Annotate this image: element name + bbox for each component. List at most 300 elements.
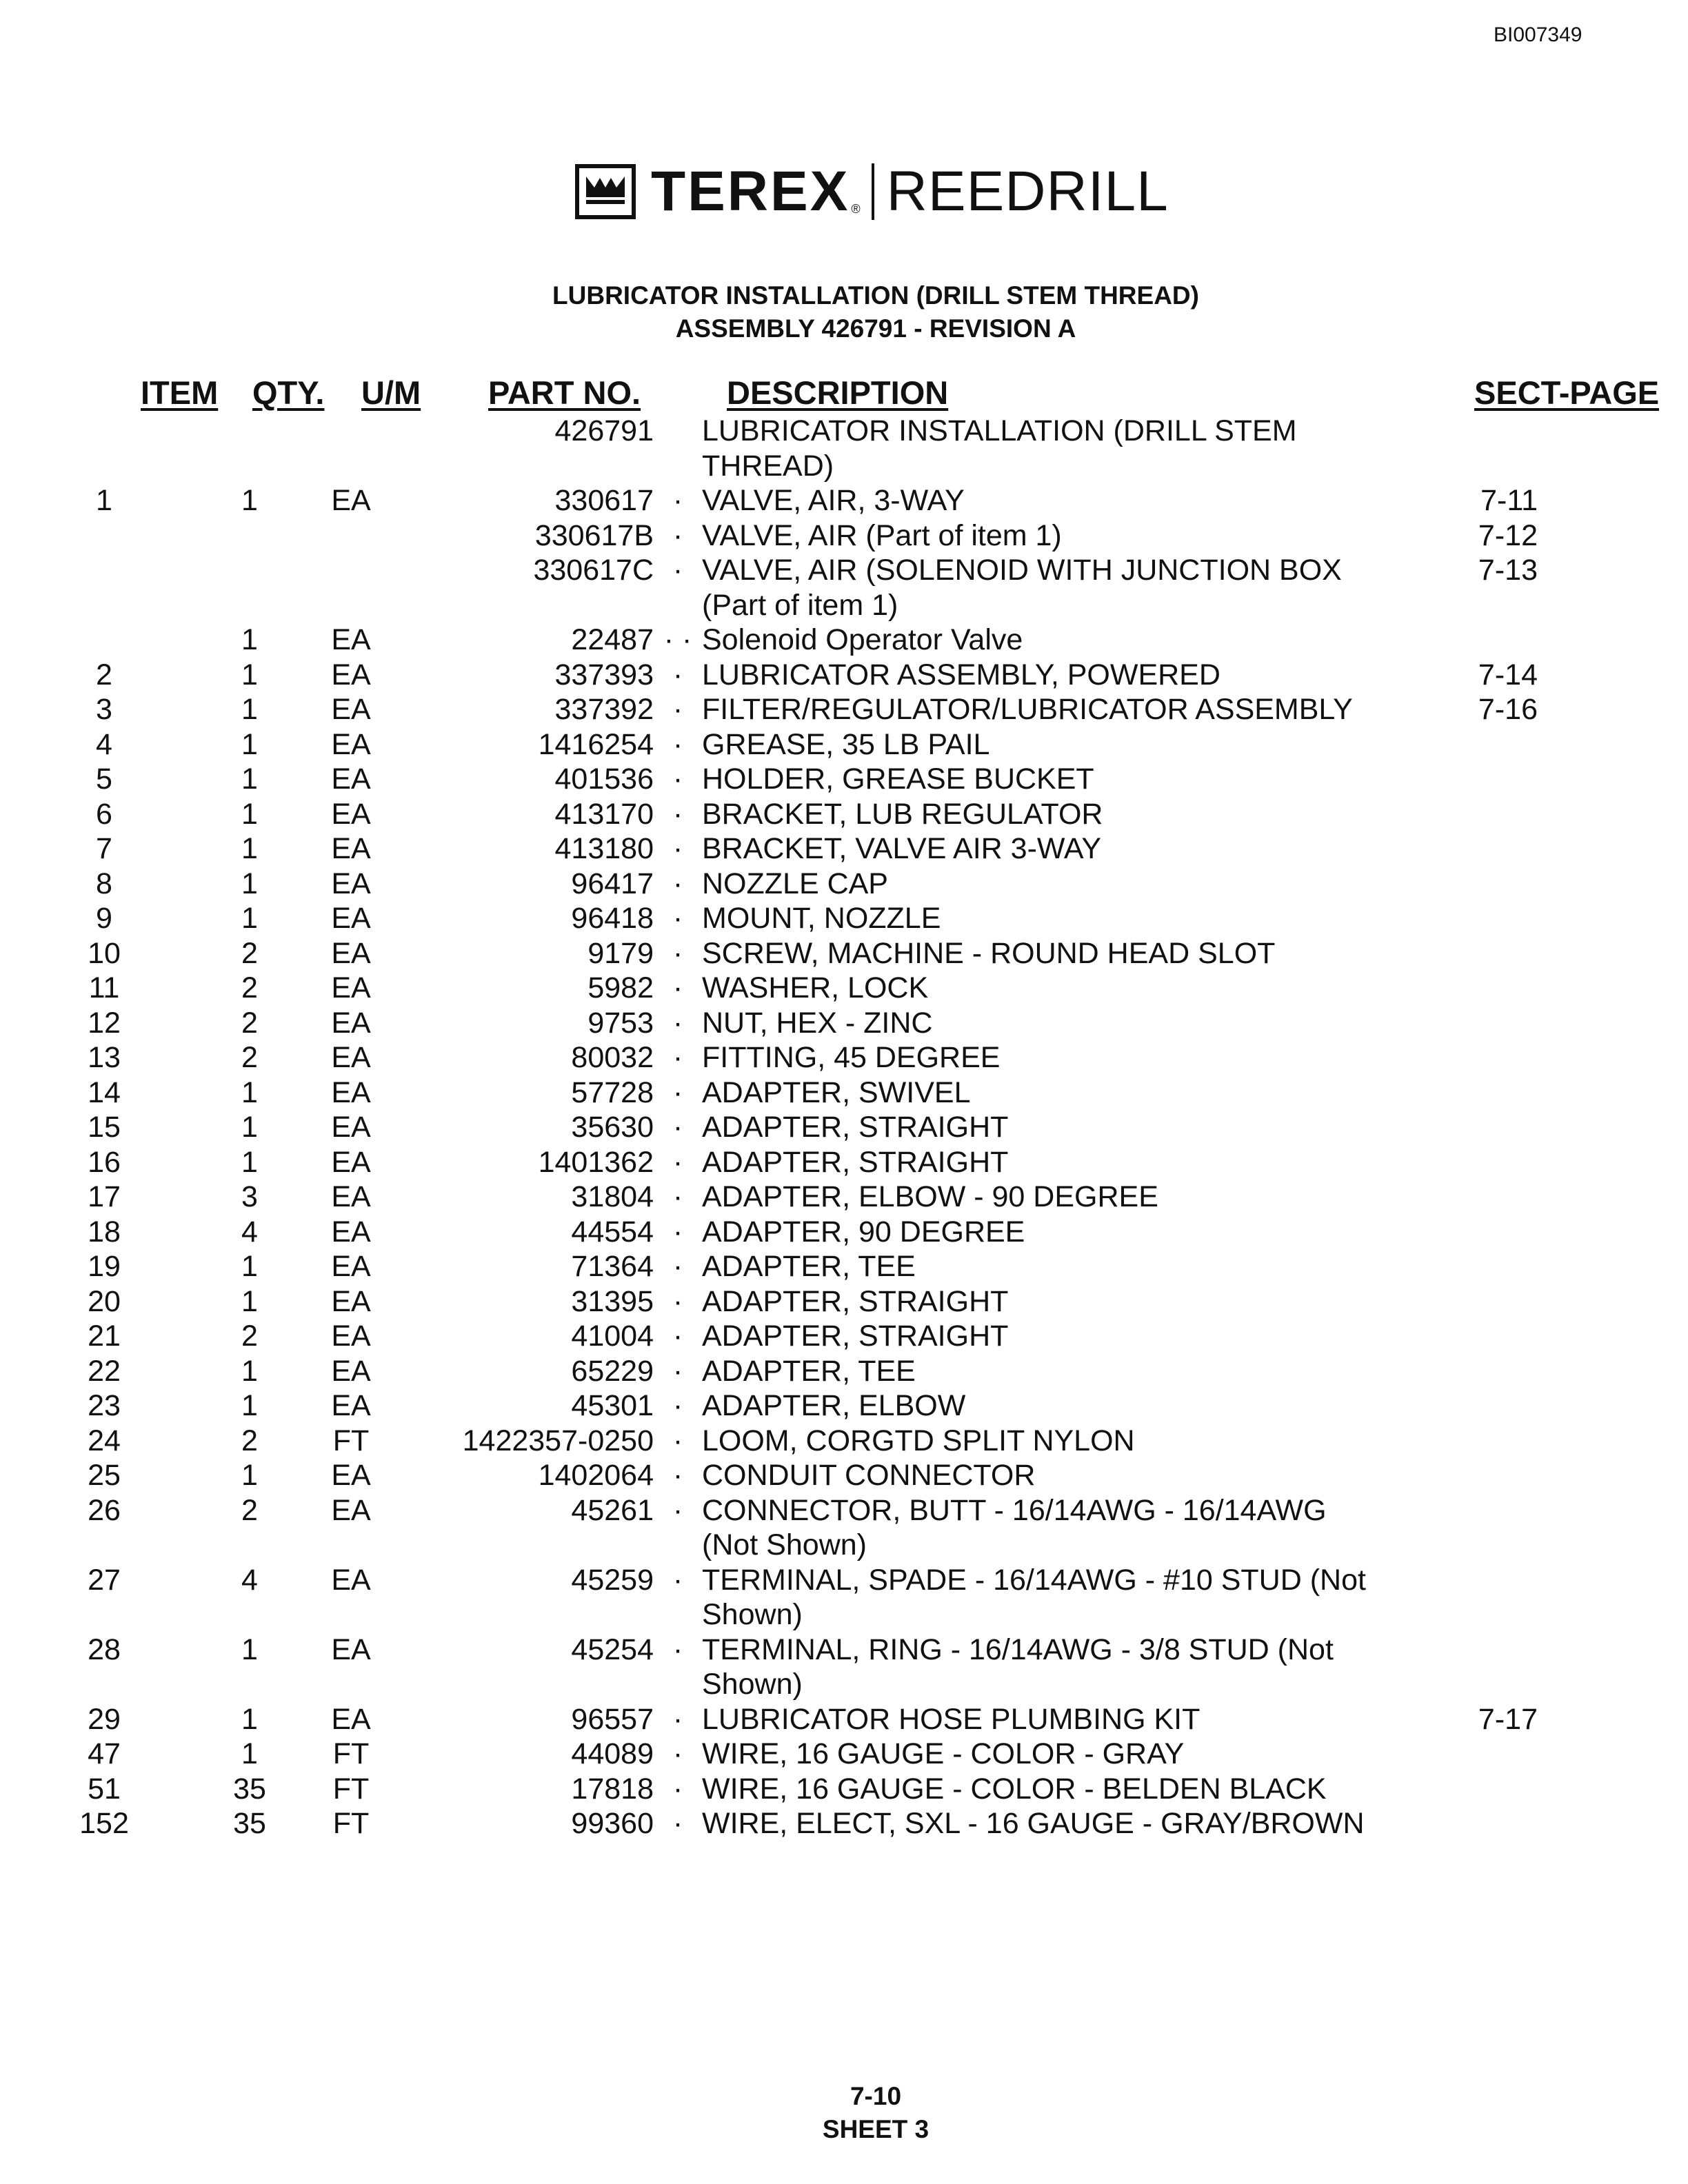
indent-marker: · bbox=[672, 1145, 683, 1179]
part-number: 96417 bbox=[571, 867, 654, 900]
part-number: 41004 bbox=[571, 1320, 654, 1353]
indent-marker: · bbox=[672, 693, 683, 726]
table-row bbox=[0, 518, 1688, 554]
indent-marker: · bbox=[672, 867, 683, 900]
quantity: 1 bbox=[241, 1284, 258, 1318]
indent-marker: · bbox=[672, 1075, 683, 1109]
document-title: LUBRICATOR INSTALLATION (DRILL STEM THREAD) bbox=[552, 281, 1199, 310]
description: VALVE, AIR (Part of item 1) bbox=[702, 518, 1062, 552]
quantity: 1 bbox=[241, 797, 258, 831]
quantity: 2 bbox=[241, 1041, 258, 1074]
unit-of-measure: EA bbox=[331, 1320, 371, 1353]
part-number: 1416254 bbox=[538, 727, 654, 761]
quantity: 1 bbox=[241, 867, 258, 900]
indent-marker: · bbox=[672, 1284, 683, 1318]
item-number: 5 bbox=[96, 762, 112, 796]
indent-marker: · bbox=[672, 1493, 683, 1527]
part-number: 45301 bbox=[571, 1389, 654, 1422]
table-row bbox=[0, 1702, 1688, 1737]
item-number: 20 bbox=[88, 1284, 121, 1318]
section-page: 7-14 bbox=[1478, 658, 1538, 691]
quantity: 2 bbox=[241, 1320, 258, 1353]
part-number: 31804 bbox=[571, 1180, 654, 1213]
table-row bbox=[0, 1075, 1688, 1111]
indent-marker: · bbox=[672, 1320, 683, 1353]
part-number: 31395 bbox=[571, 1284, 654, 1318]
item-number: 12 bbox=[88, 1006, 121, 1040]
logo-subbrand: REEDRILL bbox=[886, 160, 1169, 223]
quantity: 2 bbox=[241, 1493, 258, 1527]
unit-of-measure: EA bbox=[331, 762, 371, 796]
item-number: 15 bbox=[88, 1111, 121, 1144]
item-number bbox=[0, 449, 208, 484]
description: NOZZLE CAP bbox=[702, 867, 888, 900]
description: (Not Shown) bbox=[702, 1528, 867, 1561]
description: FITTING, 45 DEGREE bbox=[702, 1041, 1001, 1074]
sheet-number: SHEET 3 bbox=[822, 2115, 930, 2143]
section-page bbox=[1397, 1806, 1538, 1841]
indent-marker: · bbox=[672, 1772, 683, 1806]
page-number: 7-10 bbox=[850, 2082, 902, 2110]
item-number: 2 bbox=[96, 658, 112, 691]
quantity: 1 bbox=[241, 1702, 258, 1736]
part-number: 96418 bbox=[571, 902, 654, 935]
unit-of-measure: FT bbox=[332, 1737, 370, 1770]
item-number bbox=[0, 518, 208, 554]
quantity: 1 bbox=[241, 1389, 258, 1422]
item-number: 26 bbox=[88, 1493, 121, 1527]
table-row bbox=[0, 1215, 1688, 1250]
part-number: 9179 bbox=[587, 936, 654, 970]
description: LOOM, CORGTD SPLIT NYLON bbox=[702, 1424, 1135, 1457]
quantity bbox=[208, 1597, 291, 1632]
item-number: 9 bbox=[96, 902, 112, 935]
indent-marker bbox=[654, 414, 702, 449]
table-row bbox=[0, 1110, 1688, 1145]
table-row bbox=[0, 1284, 1688, 1320]
unit-of-measure bbox=[308, 518, 394, 554]
section-page bbox=[1397, 762, 1538, 797]
section-page bbox=[1397, 1597, 1538, 1632]
header-item: ITEM bbox=[141, 374, 219, 411]
quantity bbox=[208, 518, 291, 554]
unit-of-measure bbox=[308, 1597, 394, 1632]
part-number bbox=[394, 1597, 654, 1632]
part-number: 9753 bbox=[587, 1006, 654, 1040]
part-number: 45261 bbox=[571, 1493, 654, 1527]
indent-marker: · · bbox=[663, 623, 692, 656]
description: WIRE, 16 GAUGE - COLOR - BELDEN BLACK bbox=[702, 1772, 1327, 1806]
table-row bbox=[0, 414, 1688, 449]
item-number: 7 bbox=[96, 832, 112, 865]
indent-marker: · bbox=[672, 727, 683, 761]
unit-of-measure: EA bbox=[331, 484, 371, 517]
logo-divider bbox=[872, 163, 874, 220]
table-row bbox=[0, 867, 1688, 902]
unit-of-measure: EA bbox=[331, 693, 371, 726]
section-page bbox=[1397, 1180, 1538, 1215]
section-page bbox=[1397, 867, 1538, 902]
indent-marker bbox=[654, 449, 702, 484]
item-number: 14 bbox=[88, 1075, 121, 1109]
section-page: 7-16 bbox=[1478, 693, 1538, 726]
description: ADAPTER, STRAIGHT bbox=[702, 1284, 1009, 1318]
item-number bbox=[0, 588, 208, 623]
quantity: 1 bbox=[241, 1459, 258, 1492]
table-row bbox=[0, 1458, 1688, 1493]
item-number: 13 bbox=[88, 1041, 121, 1074]
item-number: 24 bbox=[88, 1424, 121, 1457]
unit-of-measure: EA bbox=[331, 1145, 371, 1179]
parts-list bbox=[0, 414, 1688, 1841]
table-row bbox=[0, 1040, 1688, 1075]
section-page bbox=[1397, 1110, 1538, 1145]
unit-of-measure: EA bbox=[331, 971, 371, 1004]
table-row bbox=[0, 692, 1688, 727]
part-number: 1422357-0250 bbox=[462, 1424, 654, 1457]
description: THREAD) bbox=[702, 449, 834, 483]
unit-of-measure: EA bbox=[331, 797, 371, 831]
indent-marker: · bbox=[672, 1632, 683, 1666]
description: (Part of item 1) bbox=[702, 588, 898, 622]
quantity bbox=[208, 449, 291, 484]
indent-marker: · bbox=[672, 484, 683, 517]
quantity bbox=[208, 588, 291, 623]
item-number bbox=[0, 414, 208, 449]
section-page bbox=[1397, 1667, 1538, 1702]
item-number: 25 bbox=[88, 1459, 121, 1492]
unit-of-measure: EA bbox=[331, 658, 371, 691]
section-page: 7-12 bbox=[1478, 518, 1538, 552]
description: WIRE, ELECT, SXL - 16 GAUGE - GRAY/BROWN bbox=[702, 1807, 1365, 1840]
description: TERMINAL, RING - 16/14AWG - 3/8 STUD (Not bbox=[702, 1632, 1334, 1666]
section-page bbox=[1397, 1145, 1538, 1180]
section-page bbox=[1397, 1424, 1538, 1459]
unit-of-measure: FT bbox=[332, 1424, 370, 1457]
unit-of-measure: EA bbox=[331, 936, 371, 970]
description: LUBRICATOR HOSE PLUMBING KIT bbox=[702, 1702, 1200, 1736]
unit-of-measure: EA bbox=[331, 623, 371, 656]
part-number: 1401362 bbox=[538, 1145, 654, 1179]
unit-of-measure: EA bbox=[331, 1250, 371, 1283]
unit-of-measure: EA bbox=[331, 832, 371, 865]
quantity: 2 bbox=[241, 1424, 258, 1457]
table-row bbox=[0, 553, 1688, 588]
section-page bbox=[1397, 1075, 1538, 1111]
table-row bbox=[0, 1180, 1688, 1215]
part-number bbox=[394, 1528, 654, 1563]
table-row bbox=[0, 936, 1688, 971]
quantity bbox=[208, 1528, 291, 1563]
quantity: 4 bbox=[241, 1563, 258, 1597]
quantity: 1 bbox=[241, 1111, 258, 1144]
section-page bbox=[1397, 623, 1538, 658]
section-page bbox=[1397, 727, 1538, 762]
quantity: 1 bbox=[241, 1737, 258, 1770]
table-row bbox=[0, 1493, 1688, 1528]
description: Shown) bbox=[702, 1598, 803, 1631]
part-number: 35630 bbox=[571, 1111, 654, 1144]
unit-of-measure bbox=[308, 1667, 394, 1702]
indent-marker: · bbox=[672, 1354, 683, 1388]
part-number: 413170 bbox=[554, 797, 654, 831]
logo-brand: TEREX bbox=[651, 160, 850, 223]
quantity: 1 bbox=[241, 693, 258, 726]
part-number: 65229 bbox=[571, 1354, 654, 1388]
part-number: 1402064 bbox=[538, 1459, 654, 1492]
terex-emblem-icon bbox=[575, 164, 636, 219]
indent-marker: · bbox=[672, 1807, 683, 1840]
logo-registered-mark: ® bbox=[851, 202, 861, 216]
indent-marker: · bbox=[672, 1250, 683, 1283]
quantity: 35 bbox=[233, 1772, 266, 1806]
item-number: 3 bbox=[96, 693, 112, 726]
item-number: 152 bbox=[79, 1807, 129, 1840]
table-row bbox=[0, 971, 1688, 1006]
indent-marker: · bbox=[672, 1389, 683, 1422]
unit-of-measure: EA bbox=[331, 1459, 371, 1492]
item-number: 22 bbox=[88, 1354, 121, 1388]
unit-of-measure: FT bbox=[332, 1772, 370, 1806]
description: GREASE, 35 LB PAIL bbox=[702, 727, 990, 761]
indent-marker bbox=[654, 588, 702, 623]
quantity: 1 bbox=[241, 484, 258, 517]
description: TERMINAL, SPADE - 16/14AWG - #10 STUD (Not bbox=[702, 1563, 1366, 1597]
section-page bbox=[1397, 797, 1538, 832]
header-description: DESCRIPTION bbox=[727, 374, 949, 411]
part-number: 401536 bbox=[554, 762, 654, 796]
table-row bbox=[0, 1354, 1688, 1389]
table-row bbox=[0, 1249, 1688, 1284]
part-number: 44089 bbox=[571, 1737, 654, 1770]
item-number bbox=[0, 1528, 208, 1563]
part-number: 337393 bbox=[554, 658, 654, 691]
part-number: 426791 bbox=[554, 414, 654, 447]
indent-marker: · bbox=[672, 1424, 683, 1457]
table-row bbox=[0, 1737, 1688, 1772]
item-number: 4 bbox=[96, 727, 112, 761]
item-number: 19 bbox=[88, 1250, 121, 1283]
table-row bbox=[0, 831, 1688, 867]
indent-marker: · bbox=[672, 1041, 683, 1074]
unit-of-measure: EA bbox=[331, 1389, 371, 1422]
description: FILTER/REGULATOR/LUBRICATOR ASSEMBLY bbox=[702, 693, 1353, 726]
part-number: 45254 bbox=[571, 1632, 654, 1666]
header-sect-page: SECT-PAGE bbox=[1474, 374, 1659, 411]
part-number: 330617B bbox=[534, 518, 654, 552]
unit-of-measure: FT bbox=[332, 1807, 370, 1840]
section-page bbox=[1397, 1528, 1538, 1563]
table-row bbox=[0, 762, 1688, 797]
section-page bbox=[1397, 1493, 1538, 1528]
section-page bbox=[1397, 831, 1538, 867]
part-number: 330617C bbox=[533, 554, 654, 587]
unit-of-measure bbox=[308, 1528, 394, 1563]
table-row bbox=[0, 1424, 1688, 1459]
quantity bbox=[208, 1667, 291, 1702]
unit-of-measure: EA bbox=[331, 1075, 371, 1109]
item-number: 18 bbox=[88, 1215, 121, 1248]
section-page bbox=[1397, 971, 1538, 1006]
description: VALVE, AIR (SOLENOID WITH JUNCTION BOX bbox=[702, 554, 1342, 587]
indent-marker: · bbox=[672, 1702, 683, 1736]
section-page bbox=[1397, 901, 1538, 936]
part-number bbox=[394, 588, 654, 623]
header-um: U/M bbox=[361, 374, 421, 411]
description: BRACKET, LUB REGULATOR bbox=[702, 797, 1103, 831]
description: LUBRICATOR ASSEMBLY, POWERED bbox=[702, 658, 1220, 691]
description: NUT, HEX - ZINC bbox=[702, 1006, 933, 1040]
description: CONNECTOR, BUTT - 16/14AWG - 16/14AWG bbox=[702, 1493, 1327, 1527]
indent-marker: · bbox=[672, 658, 683, 691]
description: CONDUIT CONNECTOR bbox=[702, 1459, 1036, 1492]
unit-of-measure: EA bbox=[331, 1702, 371, 1736]
table-row bbox=[0, 1145, 1688, 1180]
section-page: 7-13 bbox=[1478, 554, 1538, 587]
part-number: 71364 bbox=[571, 1250, 654, 1283]
item-number: 23 bbox=[88, 1389, 121, 1422]
part-number: 96557 bbox=[571, 1702, 654, 1736]
unit-of-measure bbox=[308, 449, 394, 484]
description: ADAPTER, ELBOW - 90 DEGREE bbox=[702, 1180, 1158, 1213]
quantity: 35 bbox=[233, 1807, 266, 1840]
part-number: 337392 bbox=[554, 693, 654, 726]
description: SCREW, MACHINE - ROUND HEAD SLOT bbox=[702, 936, 1276, 970]
quantity: 1 bbox=[241, 1075, 258, 1109]
table-row bbox=[0, 1806, 1688, 1841]
unit-of-measure: EA bbox=[331, 867, 371, 900]
table-row bbox=[0, 1528, 1688, 1563]
indent-marker: · bbox=[672, 1180, 683, 1213]
indent-marker: · bbox=[672, 554, 683, 587]
part-number: 99360 bbox=[571, 1807, 654, 1840]
part-number: 45259 bbox=[571, 1563, 654, 1597]
table-row bbox=[0, 623, 1688, 658]
quantity: 1 bbox=[241, 1354, 258, 1388]
section-page bbox=[1397, 1632, 1538, 1668]
unit-of-measure: EA bbox=[331, 902, 371, 935]
section-page bbox=[1397, 1737, 1538, 1772]
table-row bbox=[0, 1632, 1688, 1668]
item-number bbox=[0, 623, 208, 658]
description: LUBRICATOR INSTALLATION (DRILL STEM bbox=[702, 414, 1297, 447]
indent-marker: · bbox=[672, 797, 683, 831]
indent-marker: · bbox=[672, 936, 683, 970]
item-number: 17 bbox=[88, 1180, 121, 1213]
section-page bbox=[1397, 1006, 1538, 1041]
quantity: 2 bbox=[241, 1006, 258, 1040]
part-number: 44554 bbox=[571, 1215, 654, 1248]
indent-marker bbox=[654, 1667, 702, 1702]
item-number: 27 bbox=[88, 1563, 121, 1597]
part-number bbox=[394, 1667, 654, 1702]
quantity: 1 bbox=[241, 1632, 258, 1666]
section-page bbox=[1397, 1772, 1538, 1807]
indent-marker: · bbox=[672, 1459, 683, 1492]
item-number: 51 bbox=[88, 1772, 121, 1806]
table-row bbox=[0, 588, 1688, 623]
section-page bbox=[1397, 1215, 1538, 1250]
quantity: 1 bbox=[241, 762, 258, 796]
assembly-subtitle: ASSEMBLY 426791 - REVISION A bbox=[675, 314, 1076, 343]
quantity: 1 bbox=[241, 727, 258, 761]
quantity: 1 bbox=[241, 1145, 258, 1179]
indent-marker bbox=[654, 1597, 702, 1632]
unit-of-measure: EA bbox=[331, 1354, 371, 1388]
quantity: 4 bbox=[241, 1215, 258, 1248]
quantity: 1 bbox=[241, 1250, 258, 1283]
item-number: 8 bbox=[96, 867, 112, 900]
unit-of-measure bbox=[308, 553, 394, 588]
description: HOLDER, GREASE BUCKET bbox=[702, 762, 1094, 796]
section-page bbox=[1397, 1458, 1538, 1493]
section-page bbox=[1397, 1319, 1538, 1354]
indent-marker: · bbox=[672, 1215, 683, 1248]
unit-of-measure: EA bbox=[331, 1493, 371, 1527]
unit-of-measure: EA bbox=[331, 1180, 371, 1213]
section-page bbox=[1397, 414, 1538, 449]
table-row bbox=[0, 901, 1688, 936]
table-row bbox=[0, 1772, 1688, 1807]
item-number bbox=[0, 553, 208, 588]
part-number: 80032 bbox=[571, 1041, 654, 1074]
table-row bbox=[0, 1319, 1688, 1354]
description: ADAPTER, SWIVEL bbox=[702, 1075, 971, 1109]
unit-of-measure: EA bbox=[331, 1111, 371, 1144]
part-number: 57728 bbox=[571, 1075, 654, 1109]
item-number: 10 bbox=[88, 936, 121, 970]
indent-marker: · bbox=[672, 1737, 683, 1770]
quantity: 3 bbox=[241, 1180, 258, 1213]
table-row bbox=[0, 1388, 1688, 1424]
terex-reedrill-logo bbox=[575, 160, 1169, 223]
indent-marker: · bbox=[672, 1111, 683, 1144]
indent-marker: · bbox=[672, 1006, 683, 1040]
section-page bbox=[1397, 1284, 1538, 1320]
table-row bbox=[0, 658, 1688, 693]
description: ADAPTER, TEE bbox=[702, 1354, 916, 1388]
quantity: 2 bbox=[241, 971, 258, 1004]
section-page bbox=[1397, 1249, 1538, 1284]
item-number: 1 bbox=[96, 484, 112, 517]
part-number: 22487 bbox=[571, 623, 654, 656]
quantity bbox=[208, 553, 291, 588]
description: ADAPTER, ELBOW bbox=[702, 1389, 966, 1422]
section-page bbox=[1397, 449, 1538, 484]
unit-of-measure: EA bbox=[331, 1041, 371, 1074]
item-number: 47 bbox=[88, 1737, 121, 1770]
unit-of-measure: EA bbox=[331, 1006, 371, 1040]
item-number: 28 bbox=[88, 1632, 121, 1666]
item-number bbox=[0, 1667, 208, 1702]
quantity: 1 bbox=[241, 623, 258, 656]
table-row bbox=[0, 727, 1688, 762]
description: WIRE, 16 GAUGE - COLOR - GRAY bbox=[702, 1737, 1185, 1770]
description: ADAPTER, 90 DEGREE bbox=[702, 1215, 1025, 1248]
indent-marker: · bbox=[672, 762, 683, 796]
item-number: 29 bbox=[88, 1702, 121, 1736]
table-row bbox=[0, 1006, 1688, 1041]
section-page bbox=[1397, 588, 1538, 623]
part-number: 17818 bbox=[571, 1772, 654, 1806]
part-number: 413180 bbox=[554, 832, 654, 865]
quantity: 1 bbox=[241, 902, 258, 935]
unit-of-measure: EA bbox=[331, 1632, 371, 1666]
indent-marker: · bbox=[672, 832, 683, 865]
table-row bbox=[0, 449, 1688, 484]
indent-marker bbox=[654, 1528, 702, 1563]
item-number bbox=[0, 1597, 208, 1632]
